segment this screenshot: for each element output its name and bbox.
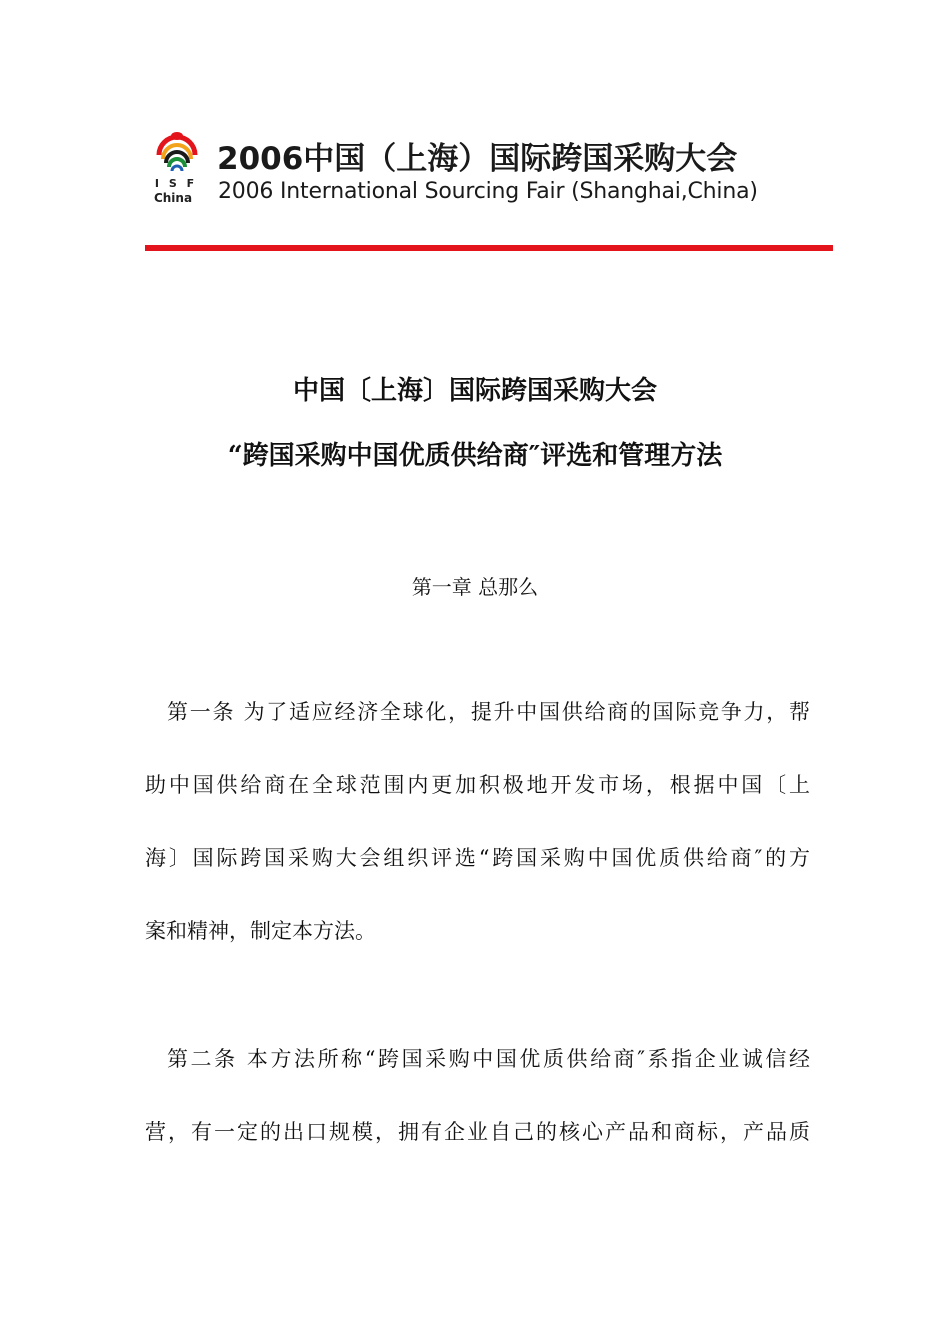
paragraph-line: 案和精神，制定本方法。 xyxy=(145,919,376,943)
logo-text-china: China xyxy=(153,191,193,205)
page-header xyxy=(145,125,835,220)
chapter-heading: 第一章 总那么 xyxy=(411,575,539,599)
paragraph-line: 第一条 为了适应经济全球化，提升中国供给商的国际竞争力，帮 xyxy=(167,700,810,724)
document-title-line2: “跨国采购中国优质供给商″评选和管理方法 xyxy=(227,441,723,471)
paragraph-line: 第二条 本方法所称“跨国采购中国优质供给商″系指企业诚信经 xyxy=(167,1047,810,1071)
header-title-english: 2006 International Sourcing Fair (Shanghai,China) xyxy=(218,179,758,204)
paragraph-line: 营，有一定的出口规模，拥有企业自己的核心产品和商标，产品质 xyxy=(145,1120,810,1144)
document-title-line1: 中国〔上海〕国际跨国采购大会 xyxy=(292,376,657,406)
paragraph-line: 助中国供给商在全球范围内更加积极地开发市场，根据中国〔上 xyxy=(145,773,810,797)
paragraph-line: 海〕国际跨国采购大会组织评选“跨国采购中国优质供给商″的方 xyxy=(145,846,810,870)
header-title-chinese: 2006中国（上海）国际跨国采购大会 xyxy=(217,141,738,177)
logo-text-isf: I S F xyxy=(154,177,198,190)
header-divider xyxy=(145,245,833,251)
